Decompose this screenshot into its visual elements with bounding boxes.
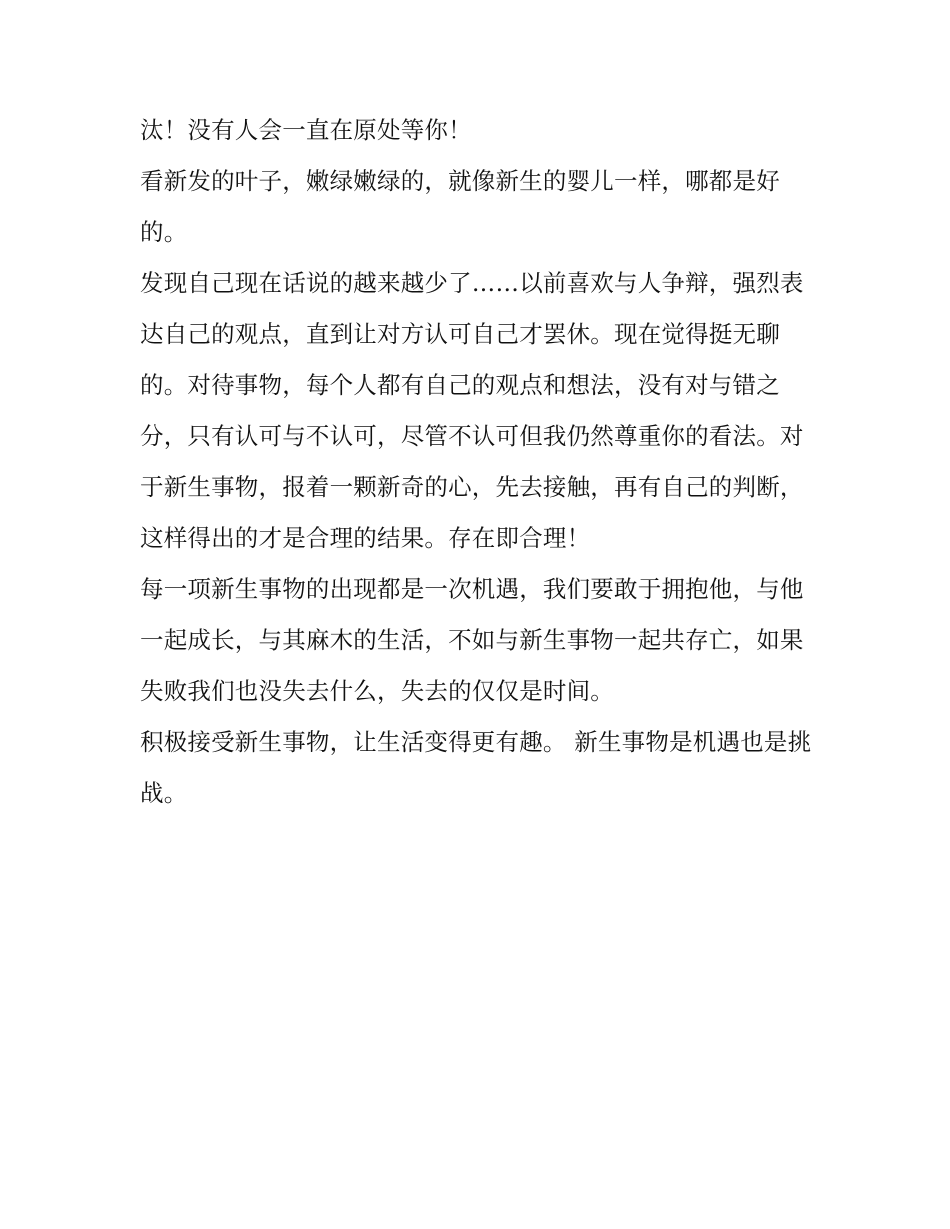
paragraph-3: 发现自己现在话说的越来越少了……以前喜欢与人争辩，强烈表达自己的观点，直到让对方认可自己才罢休。现在觉得挺无聊的。对待事物，每个人都有自己的观点和想法，没有对与错之分，只有认可与不认可，尽管不认可但我仍然尊重你的看法。对于新生事物，报着一颗新奇的心，先去接触，再有自己的判断，这样得出的才是合理的结果。存在即合理！ xyxy=(140,269,804,552)
paragraph-5: 积极接受新生事物，让生活变得更有趣。 新生事物是机遇也是挑战。 xyxy=(140,728,812,807)
document-body xyxy=(140,105,812,819)
paragraph-2: 看新发的叶子，嫩绿嫩绿的，就像新生的婴儿一样，哪都是好的。 xyxy=(140,167,780,246)
paragraph-4: 每一项新生事物的出现都是一次机遇，我们要敢于拥抱他，与他一起成长，与其麻木的生活，不如与新生事物一起共存亡，如果失败我们也没失去什么，失去的仅仅是时间。 xyxy=(140,575,804,705)
paragraph-1: 汰！没有人会一直在原处等你！ xyxy=(140,116,472,144)
